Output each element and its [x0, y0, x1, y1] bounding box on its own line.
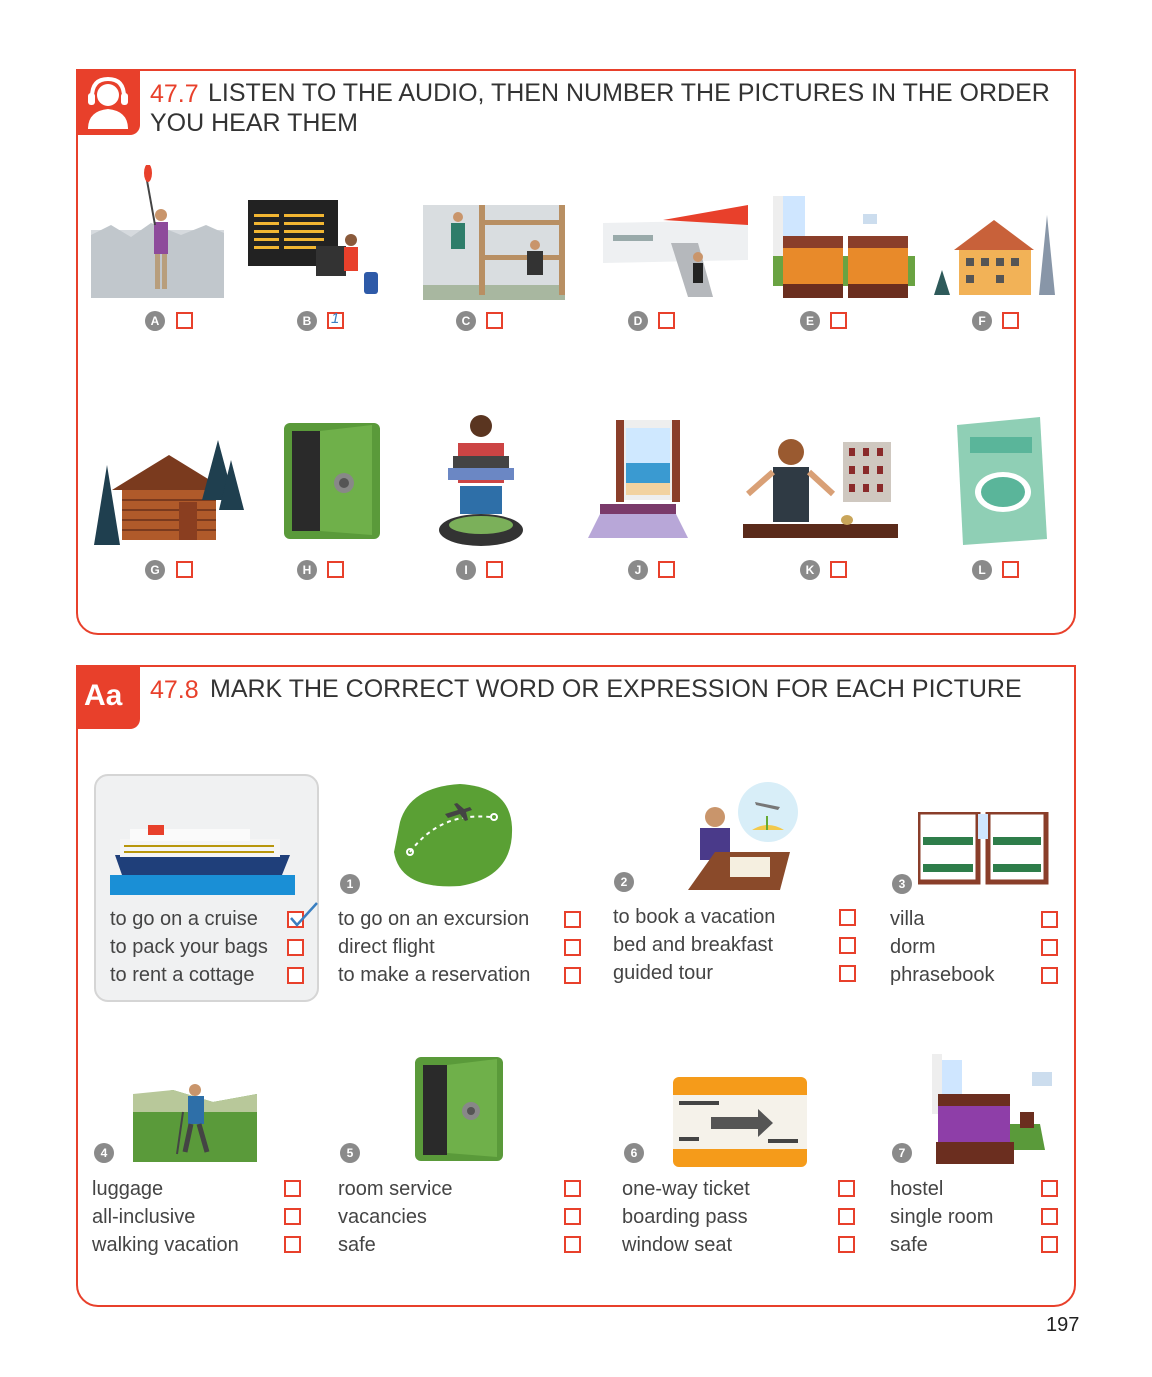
ticket-picture	[673, 1077, 807, 1167]
exercise-tab	[76, 665, 140, 729]
example-option-2: to pack your bags	[110, 936, 268, 958]
receptionist-desk-picture	[743, 432, 898, 540]
picture-letter-a: A	[145, 311, 165, 331]
exercise-number: 47.8	[150, 676, 199, 704]
q5-checkbox-3[interactable]	[564, 1236, 581, 1253]
answer-box-g[interactable]	[176, 561, 193, 578]
q6-option-1: one-way ticket	[622, 1178, 750, 1200]
picture-letter-b: B	[297, 311, 317, 331]
q5-checkbox-1[interactable]	[564, 1180, 581, 1197]
answer-box-h[interactable]	[327, 561, 344, 578]
picture-letter-f: F	[972, 311, 992, 331]
q4-option-1: luggage	[92, 1178, 164, 1200]
picture-letter-e: E	[800, 311, 820, 331]
departures-board-picture	[246, 200, 391, 300]
q3-option-2: dorm	[890, 936, 936, 958]
picture-letter-c: C	[456, 311, 476, 331]
q2-checkbox-2[interactable]	[839, 937, 856, 954]
log-cabin-picture	[94, 440, 244, 545]
q4-option-2: all-inclusive	[92, 1206, 196, 1228]
single-bedroom-picture	[930, 1054, 1055, 1166]
question-number-5: 5	[340, 1143, 360, 1163]
exercise-title: MARK THE CORRECT WORD OR EXPRESSION FOR EACH PICTURE	[210, 675, 1022, 703]
exercise-number: 47.7	[150, 80, 199, 108]
q7-option-2: single room	[890, 1206, 994, 1228]
q2-option-3: guided tour	[613, 962, 714, 984]
picture-letter-h: H	[297, 560, 317, 580]
bunk-bed-dorm-picture	[423, 205, 565, 300]
ski-chalet-picture	[934, 210, 1060, 300]
q4-checkbox-2[interactable]	[284, 1208, 301, 1225]
q1-option-2: direct flight	[338, 936, 435, 958]
q2-option-1: to book a vacation	[613, 906, 776, 928]
picture-letter-k: K	[800, 560, 820, 580]
safe-picture	[415, 1057, 503, 1165]
q4-checkbox-1[interactable]	[284, 1180, 301, 1197]
answer-box-i[interactable]	[486, 561, 503, 578]
q3-checkbox-3[interactable]	[1041, 967, 1058, 984]
q1-option-3: to make a reservation	[338, 964, 531, 986]
q3-option-1: villa	[890, 908, 925, 930]
q4-checkbox-3[interactable]	[284, 1236, 301, 1253]
checkmark-icon	[285, 900, 319, 930]
man-booking-vacation-picture	[680, 782, 802, 892]
q1-checkbox-3[interactable]	[564, 967, 581, 984]
q2-checkbox-3[interactable]	[839, 965, 856, 982]
question-number-1: 1	[340, 874, 360, 894]
hiker-walking-picture	[133, 1082, 257, 1162]
q6-checkbox-3[interactable]	[838, 1236, 855, 1253]
headphones-person-icon	[76, 69, 140, 135]
q5-option-3: safe	[338, 1234, 376, 1256]
question-number-7: 7	[892, 1143, 912, 1163]
exercise-47-7-panel	[76, 69, 1076, 635]
q6-option-3: window seat	[622, 1234, 733, 1256]
question-number-3: 3	[892, 874, 912, 894]
q3-option-3: phrasebook	[890, 964, 995, 986]
q3-checkbox-1[interactable]	[1041, 911, 1058, 928]
picture-letter-j: J	[628, 560, 648, 580]
flight-path-map-picture	[390, 782, 515, 890]
question-number-2: 2	[614, 872, 634, 892]
page-number: 197	[1046, 1314, 1080, 1336]
q2-checkbox-1[interactable]	[839, 909, 856, 926]
q6-checkbox-1[interactable]	[838, 1180, 855, 1197]
picture-letter-i: I	[456, 560, 476, 580]
q5-option-1: room service	[338, 1178, 453, 1200]
answer-box-j[interactable]	[658, 561, 675, 578]
q5-option-2: vacancies	[338, 1206, 427, 1228]
phrasebook-picture	[955, 417, 1050, 547]
dorm-bunk-beds-picture	[918, 812, 1053, 887]
airplane-boarding-picture	[603, 205, 748, 300]
q1-checkbox-2[interactable]	[564, 939, 581, 956]
twin-bedroom-picture	[773, 196, 915, 298]
q7-option-1: hostel	[890, 1178, 944, 1200]
cruise-ship-picture	[110, 825, 295, 895]
q7-checkbox-3[interactable]	[1041, 1236, 1058, 1253]
exercise-title-line2: YOU HEAR THEM	[150, 109, 358, 137]
hiker-in-snow-picture	[91, 165, 224, 298]
example-checkbox-2[interactable]	[287, 939, 304, 956]
answer-box-a[interactable]	[176, 312, 193, 329]
q6-option-2: boarding pass	[622, 1206, 748, 1228]
q1-checkbox-1[interactable]	[564, 911, 581, 928]
answer-box-d[interactable]	[658, 312, 675, 329]
q7-checkbox-2[interactable]	[1041, 1208, 1058, 1225]
q1-option-1: to go on an excursion	[338, 908, 530, 930]
packing-bag-picture	[438, 408, 524, 548]
q6-checkbox-2[interactable]	[838, 1208, 855, 1225]
answer-box-f[interactable]	[1002, 312, 1019, 329]
exercise-tab	[76, 69, 140, 135]
q4-option-3: walking vacation	[92, 1234, 239, 1256]
vocabulary-tab-label: Aa	[84, 679, 123, 712]
answer-box-e[interactable]	[830, 312, 847, 329]
q5-checkbox-2[interactable]	[564, 1208, 581, 1225]
answer-box-c[interactable]	[486, 312, 503, 329]
exercise-title: LISTEN TO THE AUDIO, THEN NUMBER THE PICTURES IN THE ORDER	[208, 79, 1050, 107]
answer-box-l[interactable]	[1002, 561, 1019, 578]
example-option-1: to go on a cruise	[110, 908, 258, 930]
example-checkbox-3[interactable]	[287, 967, 304, 984]
q2-option-2: bed and breakfast	[613, 934, 774, 956]
picture-letter-g: G	[145, 560, 165, 580]
answer-b-value: 1	[331, 310, 340, 327]
safe-picture	[284, 423, 380, 543]
picture-letter-l: L	[972, 560, 992, 580]
sea-view-bed-picture	[588, 420, 688, 540]
q3-checkbox-2[interactable]	[1041, 939, 1058, 956]
question-number-4: 4	[94, 1143, 114, 1163]
answer-box-k[interactable]	[830, 561, 847, 578]
q7-option-3: safe	[890, 1234, 928, 1256]
example-option-3: to rent a cottage	[110, 964, 255, 986]
question-number-6: 6	[624, 1143, 644, 1163]
picture-letter-d: D	[628, 311, 648, 331]
q7-checkbox-1[interactable]	[1041, 1180, 1058, 1197]
